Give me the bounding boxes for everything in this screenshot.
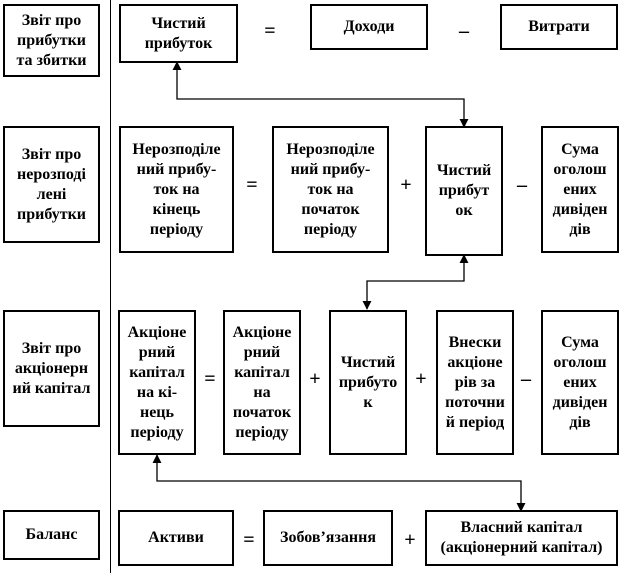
label-balance: Баланс bbox=[3, 510, 100, 560]
box-net-income-2: Чистий прибут ок bbox=[425, 126, 503, 256]
box-net-income: Чистий прибуток bbox=[119, 4, 238, 63]
box-liabilities: Зобов’язання bbox=[263, 510, 393, 566]
op-equals: = bbox=[246, 174, 258, 196]
box-revenues: Доходи bbox=[310, 4, 428, 50]
op-plus: + bbox=[309, 368, 321, 390]
box-equity: Власний капітал (акціонерний капітал) bbox=[425, 510, 618, 566]
label-income-statement: Звіт про прибутки та збитки bbox=[3, 4, 100, 77]
op-minus: – bbox=[459, 20, 469, 42]
op-plus: + bbox=[415, 368, 427, 390]
arrow-equity-to-balance bbox=[157, 455, 521, 511]
box-net-income-3: Чистий прибуто к bbox=[329, 310, 407, 455]
label-retained-earnings: Звіт про нерозподі лені прибутки bbox=[3, 126, 100, 243]
op-equals: = bbox=[204, 368, 216, 390]
op-minus: – bbox=[521, 368, 531, 390]
arrow-retained-to-equity bbox=[367, 255, 464, 309]
box-contributions: Внески акціоне рів за поточни й період bbox=[436, 310, 514, 455]
op-equals: = bbox=[264, 20, 276, 42]
box-assets: Активи bbox=[118, 510, 234, 566]
box-retained-end: Нерозподіле ний прибу- ток на кінець періоду bbox=[119, 126, 234, 253]
box-dividends-2: Сума оголош ених дивіден дів bbox=[541, 310, 619, 455]
box-dividends: Сума оголош ених дивіден дів bbox=[541, 126, 619, 253]
op-plus: + bbox=[400, 174, 412, 196]
arrow-net-income-to-retained bbox=[177, 62, 464, 127]
op-minus: – bbox=[517, 174, 527, 196]
box-expenses: Витрати bbox=[500, 4, 618, 50]
box-equity-begin: Акціоне рний капітал на початок періоду bbox=[223, 310, 301, 455]
label-equity-statement: Звіт про акціонерн ий капітал bbox=[3, 310, 100, 427]
op-plus: + bbox=[404, 529, 416, 551]
box-equity-end: Акціоне рний капітал на кі- нець періоду bbox=[118, 310, 196, 455]
op-equals: = bbox=[243, 529, 255, 551]
box-retained-begin: Нерозподіле ний прибу- ток на початок періоду bbox=[272, 126, 389, 253]
